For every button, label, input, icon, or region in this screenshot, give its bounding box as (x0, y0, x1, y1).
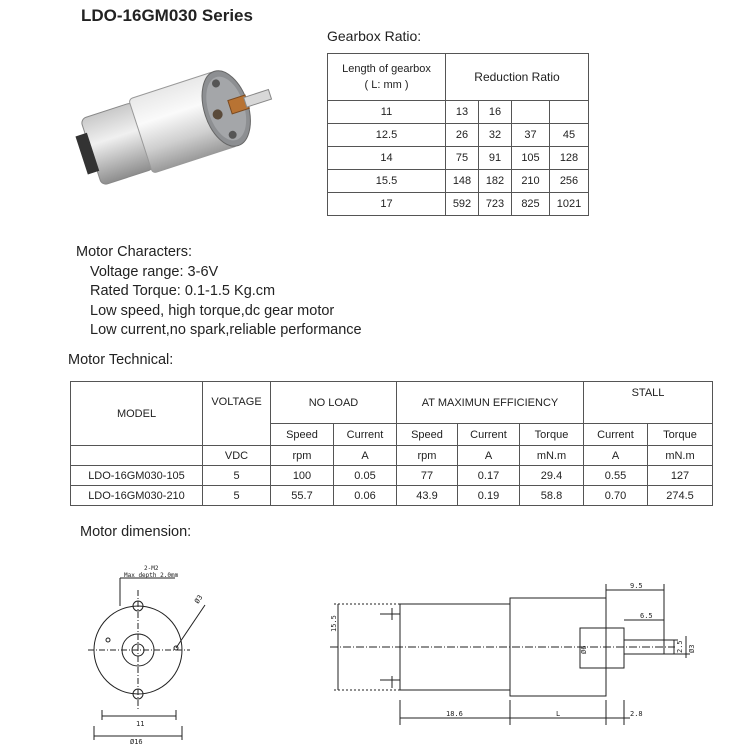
unit-cell: A (584, 446, 648, 466)
gearbox-ratio: 26 (446, 124, 479, 147)
characters-title: Motor Characters: (76, 244, 193, 260)
characters-item: Rated Torque: 0.1-1.5 Kg.cm (90, 283, 276, 299)
gearbox-col-length: Length of gearbox ( L: mm ) (328, 54, 446, 101)
cell: 274.5 (648, 486, 713, 506)
characters-item: Voltage range: 3-6V (90, 263, 219, 280)
table-row (71, 486, 713, 506)
dim-2-5: 2.5 (676, 640, 684, 653)
gearbox-ratio: 16 (479, 101, 512, 124)
unit-cell: VDC (203, 446, 271, 466)
table-row (328, 101, 589, 124)
gearbox-length: 15.5 (328, 170, 446, 193)
table-row (328, 124, 589, 147)
gearbox-ratio: 182 (479, 170, 512, 193)
gearbox-ratio: 592 (446, 193, 479, 216)
table-row (328, 193, 589, 216)
cell: 0.19 (458, 486, 520, 506)
dim-screw: 2-M2 (144, 565, 159, 572)
gearbox-ratio: 148 (446, 170, 479, 193)
dim-max-depth: Max depth 2.0mm (124, 572, 179, 579)
col-max-eff: AT MAXIMUN EFFICIENCY (397, 382, 584, 424)
gearbox-ratio: 45 (550, 124, 589, 147)
gearbox-ratio: 128 (550, 147, 589, 170)
technical-title: Motor Technical: (68, 352, 174, 368)
cell: LDO-16GM030-105 (71, 466, 203, 486)
front-view-drawing (80, 560, 230, 745)
motor-photo (72, 50, 282, 220)
table-row (328, 170, 589, 193)
dim-9-5: 9.5 (630, 582, 643, 590)
dimension-title: Motor dimension: (80, 524, 192, 540)
gearbox-table (327, 53, 589, 216)
unit-cell: mN.m (520, 446, 584, 466)
units-row (71, 446, 713, 466)
motor-characters (76, 243, 362, 341)
sub-current: Current (458, 424, 520, 446)
dim-2-8: 2.8 (630, 710, 643, 718)
dim-hole: Ø3 (193, 593, 205, 606)
cell: 5 (203, 486, 271, 506)
gearbox-length: 17 (328, 193, 446, 216)
sub-torque: Torque (520, 424, 584, 446)
gearbox-ratio: 91 (479, 147, 512, 170)
cell: 127 (648, 466, 713, 486)
characters-item: Low speed, high torque,dc gear motor (90, 302, 335, 319)
sub-torque: Torque (648, 424, 713, 446)
col-voltage: VOLTAGE (203, 382, 271, 446)
unit-cell: rpm (397, 446, 458, 466)
cell: LDO-16GM030-210 (71, 486, 203, 506)
dim-18-6: 18.6 (446, 710, 463, 718)
gearbox-ratio: 37 (512, 124, 550, 147)
sub-speed: Speed (271, 424, 334, 446)
characters-item: Low current,no spark,reliable performance (90, 322, 362, 338)
gearbox-col-ratio: Reduction Ratio (446, 54, 589, 101)
sub-speed: Speed (397, 424, 458, 446)
gearbox-ratio: 210 (512, 170, 550, 193)
page-title: LDO-16GM030 Series (81, 6, 253, 25)
cell: 29.4 (520, 466, 584, 486)
table-row (328, 147, 589, 170)
motor-photo-image (72, 50, 282, 220)
dim-dia-16: Ø16 (130, 738, 143, 745)
dim-width-11: 11 (136, 720, 145, 728)
dim-15-5: 15.5 (330, 615, 338, 632)
gearbox-ratio: 256 (550, 170, 589, 193)
gearbox-length: 12.5 (328, 124, 446, 147)
side-view-drawing (330, 580, 745, 745)
cell: 55.7 (271, 486, 334, 506)
dim-L: L (556, 710, 561, 718)
unit-cell: mN.m (648, 446, 713, 466)
dim-dia-3: Ø3 (688, 644, 696, 653)
cell: 0.06 (334, 486, 397, 506)
gearbox-ratio: 75 (446, 147, 479, 170)
gearbox-ratio: 13 (446, 101, 479, 124)
dim-dia-6: Ø6 (580, 645, 588, 654)
cell: 58.8 (520, 486, 584, 506)
cell: 0.55 (584, 466, 648, 486)
cell: 77 (397, 466, 458, 486)
cell: 100 (271, 466, 334, 486)
table-row (71, 466, 713, 486)
dim-6-5: 6.5 (640, 612, 653, 620)
cell: 0.17 (458, 466, 520, 486)
col-model: MODEL (71, 382, 203, 446)
sub-current: Current (584, 424, 648, 446)
cell: 5 (203, 466, 271, 486)
gearbox-title: Gearbox Ratio: (327, 28, 422, 44)
unit-cell: A (458, 446, 520, 466)
unit-cell: rpm (271, 446, 334, 466)
gearbox-ratio: 32 (479, 124, 512, 147)
gearbox-ratio: 825 (512, 193, 550, 216)
gearbox-ratio (512, 101, 550, 124)
gearbox-ratio (550, 101, 589, 124)
sub-current: Current (334, 424, 397, 446)
technical-table (70, 381, 713, 506)
col-stall: STALL (584, 382, 713, 424)
blank-cell (71, 446, 203, 466)
col-no-load: NO LOAD (271, 382, 397, 424)
gearbox-ratio: 723 (479, 193, 512, 216)
gearbox-ratio: 1021 (550, 193, 589, 216)
gearbox-ratio: 105 (512, 147, 550, 170)
cell: 43.9 (397, 486, 458, 506)
cell: 0.70 (584, 486, 648, 506)
cell: 0.05 (334, 466, 397, 486)
unit-cell: A (334, 446, 397, 466)
gearbox-length: 14 (328, 147, 446, 170)
gearbox-length: 11 (328, 101, 446, 124)
